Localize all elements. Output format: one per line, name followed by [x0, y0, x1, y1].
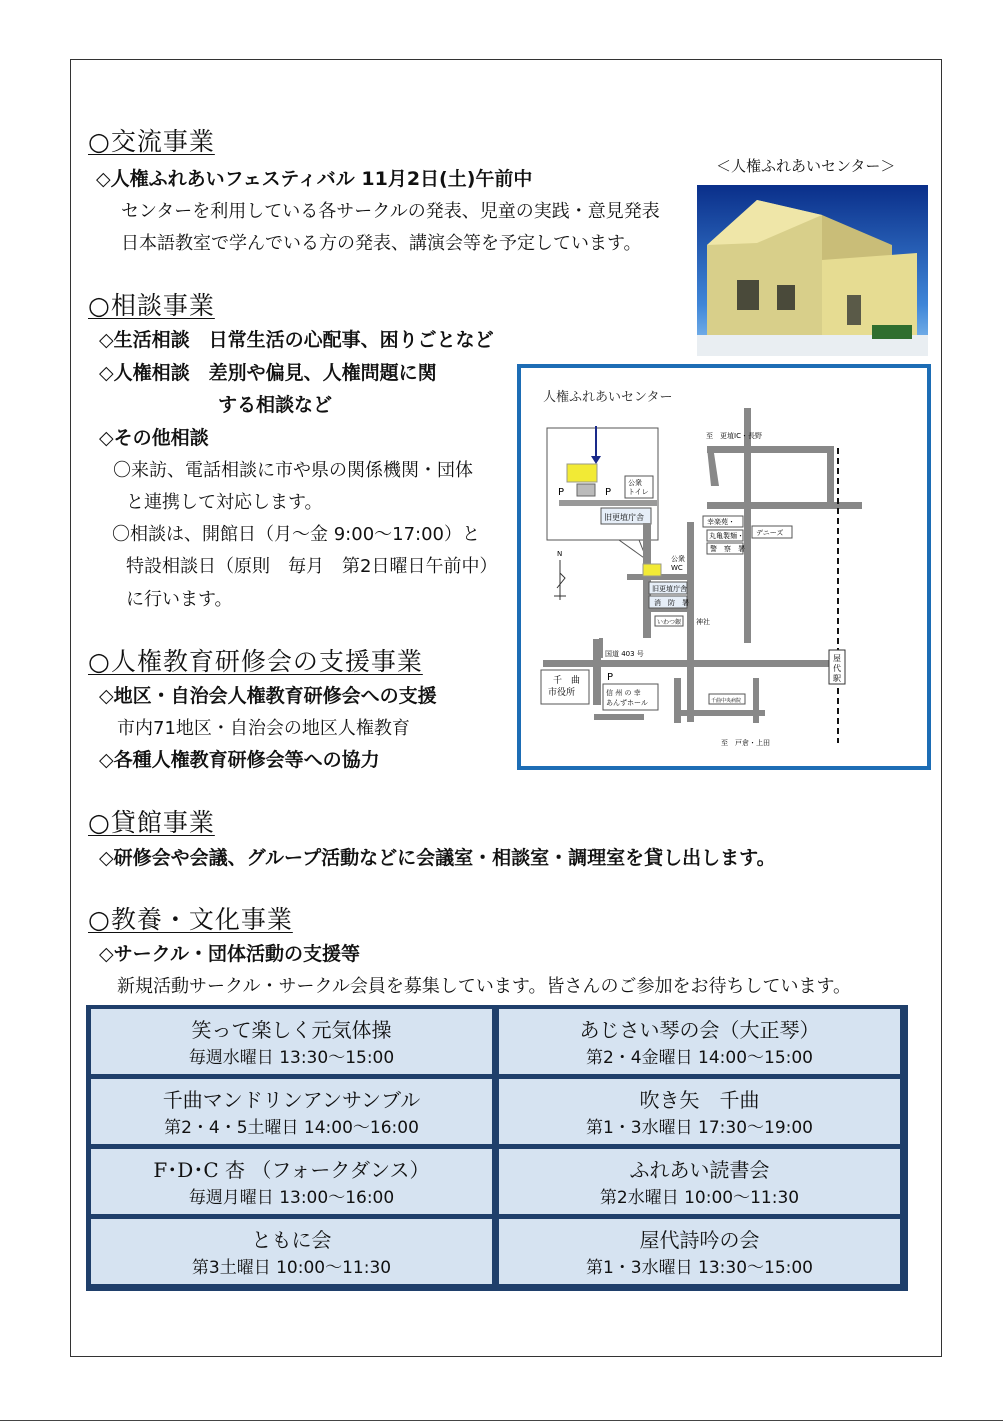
training-item-1: ◇地区・自治会人権教育研修会への支援	[99, 685, 437, 707]
map-title: 人権ふれあいセンター	[543, 390, 673, 405]
center-building-photo	[697, 185, 928, 356]
exchange-line-1: センターを利用している各サークルの発表、児童の実践・意見発表	[121, 201, 660, 222]
police-label: 警 察 署	[710, 545, 745, 553]
circle-cell	[499, 1219, 900, 1284]
map-center-marker	[643, 564, 661, 576]
circle-name: ともに会	[251, 1228, 332, 1252]
circle-name: 屋代詩吟の会	[639, 1228, 760, 1252]
svg-text:トイレ: トイレ	[628, 488, 649, 496]
circle-schedule: 第2・4・5土曜日 14:00～16:00	[164, 1118, 419, 1138]
inset-parking-label-2: P	[605, 487, 612, 498]
rights-consult-item-cont: する相談など	[218, 394, 333, 416]
hospital-label: 千曲中央病院	[711, 698, 742, 704]
circle-schedule: 第1・3水曜日 17:30～19:00	[585, 1118, 814, 1138]
circles-table	[86, 1005, 908, 1291]
maru-label: 丸亀製麺・	[709, 532, 744, 540]
exchange-heading: ○交流事業	[88, 127, 215, 156]
fire-station-label: 消 防 署	[654, 599, 689, 607]
exchange-line-2: 日本語教室で学んでいる方の発表、講演会等を予定しています。	[121, 233, 642, 254]
rights-consult-item: ◇人権相談 差別や偏見、人権問題に関	[99, 362, 437, 384]
shrine-label: 神社	[696, 618, 710, 626]
circle-schedule: 第1・3水曜日 13:30～15:00	[585, 1258, 814, 1278]
circle-name: ふれあい読書会	[629, 1158, 770, 1182]
access-map	[517, 364, 931, 770]
other-consult-item: ◇その他相談	[99, 427, 209, 449]
training-heading: ○人権教育研修会の支援事業	[88, 647, 423, 676]
hall-parking-label: P	[607, 672, 614, 683]
bank-label: いわつ銀	[657, 619, 682, 626]
to-south-label: 至 戸倉・上田	[721, 739, 770, 747]
circle-name: F･D･C 杏 （フォークダンス）	[153, 1158, 430, 1182]
life-consult-item: ◇生活相談 日常生活の心配事、困りごとなど	[99, 329, 494, 351]
circle-cell	[91, 1219, 492, 1284]
circle-name: 吹き矢 千曲	[639, 1088, 760, 1112]
circle-schedule: 毎週月曜日 13:00～16:00	[188, 1188, 395, 1208]
route-label: 国道 403 号	[605, 650, 644, 658]
rental-item: ◇研修会や会議、グループ活動などに会議室・相談室・調理室を貸し出します。	[99, 847, 776, 869]
station-label-1: 屋	[833, 654, 841, 663]
inset-parking-block	[577, 484, 595, 496]
svg-text:WC: WC	[671, 564, 683, 572]
inset-toilet-label: 公衆	[628, 479, 642, 487]
svg-text:代: 代	[833, 664, 841, 673]
center-building-marker	[567, 464, 597, 482]
circle-name: 笑って楽しく元気体操	[191, 1018, 392, 1042]
consult-line-1: 〇来訪、電話相談に市や県の関係機関・団体	[113, 460, 473, 481]
inset-road	[559, 500, 657, 506]
map-inset-pointer	[619, 540, 647, 560]
hall-label: 信 州 の 幸	[606, 689, 641, 697]
shop1-label: 幸楽苑・	[707, 518, 735, 526]
inset-old-office-label: 旧更埴庁舎	[604, 513, 644, 522]
circle-cell	[91, 1009, 492, 1074]
svg-text:市役所: 市役所	[548, 688, 576, 698]
rental-heading: ○貸館事業	[88, 808, 215, 837]
svg-text:あんずホール: あんずホール	[606, 699, 648, 707]
map-roads	[543, 408, 862, 723]
culture-line: 新規活動サークル・サークル会員を募集しています。皆さんのご参加をお待ちしています。	[117, 976, 852, 997]
circle-schedule: 第2・4金曜日 14:00～15:00	[585, 1048, 814, 1068]
consult-line-4: 特設相談日（原則 毎月 第2日曜日午前中）	[126, 556, 498, 577]
north-arrow-icon	[554, 560, 566, 600]
consult-line-5: に行います。	[126, 589, 233, 610]
culture-heading: ○教養・文化事業	[88, 905, 293, 934]
consult-line-3: 〇相談は、開館日（月～金 9:00～17:00）と	[112, 524, 481, 545]
bottom-rule	[0, 1420, 1003, 1421]
denny-label: デニーズ	[756, 529, 784, 537]
circle-name: あじさい琴の会（大正琴）	[579, 1018, 820, 1042]
svg-text:駅: 駅	[833, 674, 841, 683]
public-wc-label: 公衆	[671, 555, 685, 563]
consult-line-2: と連携して対応します。	[126, 492, 323, 513]
training-line-1: 市内71地区・自治会の地区人権教育	[117, 718, 410, 739]
training-item-2: ◇各種人権教育研修会等への協力	[99, 749, 380, 771]
circle-cell	[91, 1079, 492, 1144]
culture-item: ◇サークル・団体活動の支援等	[99, 943, 361, 965]
circle-schedule: 第2水曜日 10:00～11:30	[599, 1188, 800, 1208]
arrow-head-icon	[591, 456, 601, 464]
festival-item: ◇人権ふれあいフェスティバル 11月2日(土)午前中	[96, 168, 533, 190]
circle-cell	[91, 1149, 492, 1214]
circle-cell	[499, 1149, 900, 1214]
photo-caption: ＜人権ふれあいセンター＞	[716, 157, 896, 175]
circle-schedule: 第3土曜日 10:00～11:30	[191, 1258, 392, 1278]
consult-heading: ○相談事業	[88, 291, 215, 320]
circle-schedule: 毎週水曜日 13:30～15:00	[188, 1048, 395, 1068]
inset-parking-label-1: P	[558, 487, 565, 498]
circle-cell	[499, 1079, 900, 1144]
circle-name: 千曲マンドリンアンサンブル	[162, 1088, 421, 1112]
to-north-label: 至 更埴IC・長野	[706, 432, 762, 440]
north-label: N	[557, 550, 563, 558]
city-hall-label: 千 曲	[553, 676, 581, 686]
old-office-label: 旧更埴庁舎	[652, 585, 687, 593]
circle-cell	[499, 1009, 900, 1074]
